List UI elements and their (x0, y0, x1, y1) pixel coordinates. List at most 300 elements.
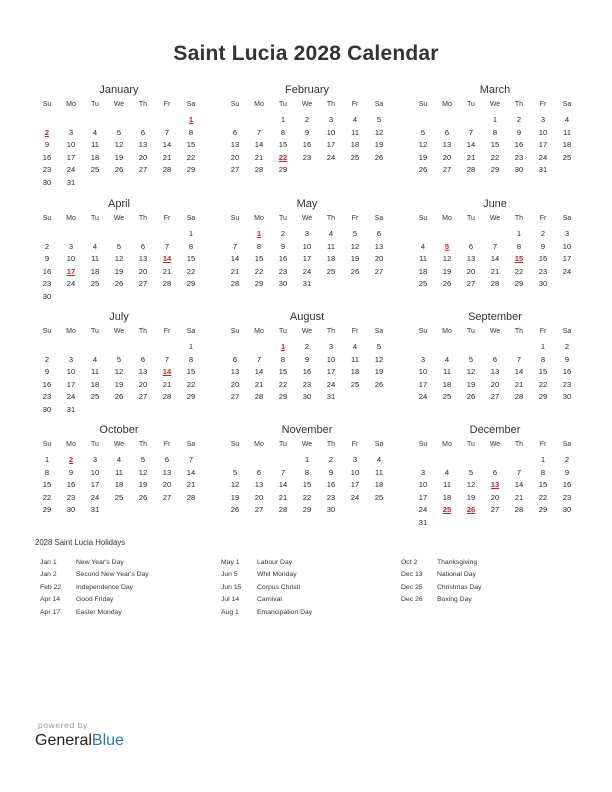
empty-cell (83, 114, 107, 127)
day-cell: 10 (90, 467, 100, 477)
day-cell: 14 (162, 140, 172, 149)
day-cell: 12 (138, 467, 148, 477)
day-cell: 16 (562, 367, 572, 376)
holiday-column (221, 557, 312, 619)
day-cell: 4 (352, 342, 358, 351)
weekday-header (411, 98, 579, 112)
day-cell: 9 (44, 367, 50, 376)
week-row (411, 266, 579, 279)
day-cell: 22 (42, 492, 52, 502)
day-cell: 4 (92, 354, 98, 364)
day-cell: 25 (350, 379, 360, 389)
day-cell: 4 (352, 115, 358, 124)
day-cell: 2 (564, 455, 570, 464)
holiday-name: National Day (437, 571, 476, 579)
empty-cell (107, 291, 131, 304)
day-cell: 30 (42, 291, 52, 301)
day-cell: 19 (230, 492, 240, 502)
holiday-date: Jan 1 (40, 559, 57, 566)
day-cell: 5 (376, 115, 382, 124)
month-february (223, 82, 391, 177)
day-cell: 8 (188, 354, 194, 364)
empty-cell (107, 504, 131, 517)
day-cell: 8 (516, 241, 522, 251)
empty-cell (319, 278, 343, 291)
empty-cell (83, 404, 107, 417)
week-row (223, 266, 391, 279)
weekday-label: Fr (539, 101, 547, 108)
holiday-day-cell: 1 (256, 229, 262, 238)
day-cell: 24 (326, 152, 336, 162)
weekday-header (411, 212, 579, 226)
week-row (411, 164, 579, 177)
day-cell: 28 (466, 165, 476, 174)
empty-cell (131, 404, 155, 417)
day-cell: 27 (230, 165, 240, 174)
empty-cell (179, 291, 203, 304)
week-row (35, 354, 203, 367)
day-cell: 10 (66, 254, 76, 263)
empty-cell (131, 114, 155, 127)
weekday-label: Su (42, 215, 52, 222)
day-cell: 27 (138, 279, 148, 288)
day-cell: 9 (44, 140, 50, 149)
day-cell: 18 (350, 367, 360, 376)
day-cell: 12 (466, 367, 476, 376)
holiday-item (40, 594, 149, 606)
day-cell: 4 (92, 241, 98, 251)
weekday-label: Mo (254, 441, 264, 448)
day-cell: 23 (562, 379, 572, 389)
weekday-label: We (301, 441, 313, 448)
day-cell: 3 (564, 229, 570, 238)
empty-cell (223, 454, 247, 467)
empty-cell (35, 114, 59, 127)
day-cell: 16 (302, 367, 312, 376)
empty-cell (483, 517, 507, 530)
day-cell: 2 (516, 115, 522, 124)
holiday-item (401, 594, 482, 606)
empty-cell (155, 341, 179, 354)
week-row (411, 379, 579, 392)
day-cell: 12 (230, 480, 240, 489)
week-row (223, 228, 391, 241)
weekday-label: Th (326, 328, 336, 335)
day-cell: 3 (92, 455, 98, 464)
day-cell: 23 (302, 152, 312, 162)
holiday-day-cell: 14 (162, 254, 172, 263)
weekday-label: Th (326, 101, 336, 108)
day-cell: 26 (230, 505, 240, 514)
weekday-header (223, 438, 391, 452)
day-cell: 26 (138, 492, 148, 502)
weekday-label: Tu (279, 101, 287, 108)
day-cell: 2 (540, 229, 546, 238)
empty-cell (411, 228, 435, 241)
holiday-day-cell: 26 (466, 505, 476, 514)
week-row (35, 479, 203, 492)
day-cell: 10 (350, 467, 360, 477)
day-cell: 23 (538, 266, 548, 276)
day-cell: 15 (302, 480, 312, 489)
weekday-label: Fr (351, 101, 359, 108)
day-cell: 2 (304, 342, 310, 351)
day-cell: 8 (188, 127, 194, 137)
day-cell: 17 (538, 140, 548, 149)
day-cell: 26 (374, 152, 384, 162)
week-row (223, 152, 391, 165)
day-cell: 4 (564, 115, 570, 124)
day-cell: 19 (350, 254, 360, 263)
holiday-date: Apr 14 (40, 596, 61, 604)
powered-by-text: powered by (38, 720, 88, 730)
weekday-label: Sa (562, 101, 572, 108)
day-cell: 13 (138, 140, 148, 149)
day-cell: 14 (490, 254, 500, 263)
month-name: December (469, 424, 521, 436)
day-cell: 7 (164, 241, 170, 251)
day-cell: 18 (90, 379, 100, 389)
weekday-label: Sa (186, 441, 196, 448)
day-cell: 25 (90, 279, 100, 288)
day-cell: 25 (326, 266, 336, 276)
day-cell: 22 (186, 266, 196, 276)
empty-cell (367, 391, 391, 404)
holiday-day-cell: 2 (68, 455, 74, 464)
week-row (35, 152, 203, 165)
day-cell: 17 (66, 379, 76, 389)
empty-cell (435, 228, 459, 241)
day-cell: 1 (188, 229, 194, 238)
week-row (35, 291, 203, 304)
day-cell: 2 (44, 354, 50, 364)
weekday-header (35, 438, 203, 452)
day-cell: 16 (278, 254, 288, 263)
day-cell: 19 (114, 266, 124, 276)
day-cell: 9 (564, 354, 570, 364)
weekday-label: Sa (186, 215, 196, 222)
day-cell: 26 (114, 165, 124, 174)
week-row (223, 379, 391, 392)
day-cell: 5 (468, 467, 474, 477)
day-cell: 13 (442, 140, 452, 149)
day-cell: 27 (466, 279, 476, 288)
day-cell: 8 (540, 354, 546, 364)
day-cell: 6 (232, 127, 238, 137)
day-cell: 22 (186, 152, 196, 162)
day-cell: 22 (538, 379, 548, 389)
day-cell: 9 (68, 467, 74, 477)
week-row (35, 278, 203, 291)
week-row (35, 228, 203, 241)
month-october (35, 422, 203, 517)
weekday-label: Mo (66, 215, 76, 222)
weekday-label: Mo (442, 215, 452, 222)
week-row (223, 164, 391, 177)
weekday-label: Su (42, 328, 52, 335)
week-row (35, 253, 203, 266)
day-cell: 3 (68, 127, 74, 137)
day-cell: 6 (232, 354, 238, 364)
holiday-name: Emancipation Day (257, 608, 313, 616)
day-cell: 21 (514, 492, 524, 502)
weekday-label: Su (418, 215, 428, 222)
day-cell: 20 (138, 379, 148, 389)
day-cell: 29 (278, 165, 288, 174)
day-cell: 17 (326, 367, 336, 376)
week-row (223, 139, 391, 152)
empty-cell (343, 391, 367, 404)
day-cell: 21 (162, 379, 172, 389)
empty-cell (483, 341, 507, 354)
empty-cell (483, 228, 507, 241)
empty-cell (459, 114, 483, 127)
holiday-item (40, 607, 149, 619)
weekday-header (35, 325, 203, 339)
day-cell: 6 (468, 241, 474, 251)
empty-cell (83, 228, 107, 241)
day-cell: 6 (164, 455, 170, 464)
weekday-label: Tu (279, 215, 287, 222)
empty-cell (411, 114, 435, 127)
week-row (411, 341, 579, 354)
weekday-label: Su (42, 101, 52, 108)
day-cell: 2 (280, 229, 286, 238)
day-cell: 19 (466, 379, 476, 389)
day-cell: 14 (254, 367, 264, 376)
day-cell: 12 (350, 241, 360, 251)
empty-cell (531, 517, 555, 530)
empty-cell (367, 164, 391, 177)
holiday-date: Aug 1 (221, 608, 239, 616)
empty-cell (107, 177, 131, 190)
week-row (223, 454, 391, 467)
weekday-label: Fr (539, 215, 547, 222)
day-cell: 12 (466, 480, 476, 489)
weekday-label: Th (138, 328, 148, 335)
month-august (223, 309, 391, 404)
day-cell: 25 (562, 152, 572, 162)
day-cell: 28 (254, 165, 264, 174)
day-cell: 2 (564, 342, 570, 351)
weekday-label: Sa (186, 101, 196, 108)
week-row (35, 241, 203, 254)
weekday-label: Mo (66, 441, 76, 448)
day-cell: 30 (326, 505, 336, 514)
holiday-item (40, 569, 149, 581)
day-cell: 25 (114, 492, 124, 502)
month-june (411, 196, 579, 291)
empty-cell (131, 177, 155, 190)
month-name: March (479, 84, 511, 96)
weekday-label: Su (418, 101, 428, 108)
day-cell: 18 (326, 254, 336, 263)
empty-cell (155, 228, 179, 241)
week-row (411, 139, 579, 152)
day-cell: 7 (516, 467, 522, 477)
day-cell: 30 (42, 177, 52, 187)
week-row (411, 278, 579, 291)
weekday-label: We (301, 101, 313, 108)
day-cell: 9 (328, 467, 334, 477)
empty-cell (83, 177, 107, 190)
day-cell: 8 (540, 467, 546, 477)
weekday-label: We (301, 328, 313, 335)
day-cell: 24 (538, 152, 548, 162)
weekday-label: Su (230, 328, 240, 335)
day-cell: 27 (138, 165, 148, 174)
day-cell: 6 (140, 127, 146, 137)
brand-logo[interactable] (35, 732, 124, 750)
day-cell: 23 (42, 165, 52, 174)
day-cell: 24 (302, 266, 312, 276)
week-row (223, 341, 391, 354)
week-row (411, 467, 579, 480)
weekday-label: Sa (562, 215, 572, 222)
weekday-label: Mo (442, 101, 452, 108)
day-cell: 18 (442, 379, 452, 389)
day-cell: 11 (563, 127, 571, 137)
holiday-item (401, 582, 482, 594)
weekday-label: Th (514, 101, 524, 108)
weekday-header (223, 98, 391, 112)
day-cell: 21 (514, 379, 524, 389)
day-cell: 15 (278, 367, 288, 376)
holiday-item (221, 607, 312, 619)
day-cell: 31 (66, 177, 76, 187)
day-cell: 7 (164, 354, 170, 364)
day-cell: 16 (42, 266, 52, 276)
day-cell: 12 (374, 127, 384, 137)
day-cell: 28 (162, 279, 172, 288)
empty-cell (295, 164, 319, 177)
day-cell: 27 (442, 165, 452, 174)
day-cell: 31 (302, 279, 312, 288)
weekday-label: Su (418, 328, 428, 335)
day-cell: 20 (374, 254, 384, 263)
week-row (35, 391, 203, 404)
week-row (223, 127, 391, 140)
day-cell: 15 (186, 254, 196, 263)
empty-cell (179, 177, 203, 190)
day-cell: 5 (420, 127, 426, 137)
day-cell: 5 (116, 127, 122, 137)
day-cell: 30 (538, 279, 548, 288)
weekday-label: Fr (351, 328, 359, 335)
day-cell: 20 (138, 266, 148, 276)
day-cell: 5 (352, 229, 358, 238)
day-cell: 6 (376, 229, 382, 238)
day-cell: 20 (138, 152, 148, 162)
empty-cell (83, 341, 107, 354)
day-cell: 6 (256, 467, 262, 477)
weekday-label: Tu (91, 215, 99, 222)
weekday-label: We (489, 215, 501, 222)
weekday-label: Su (418, 441, 428, 448)
day-cell: 12 (418, 140, 428, 149)
weekday-label: Fr (163, 215, 171, 222)
weekday-header (223, 212, 391, 226)
day-cell: 26 (350, 266, 360, 276)
weekday-label: Th (138, 215, 148, 222)
empty-cell (435, 517, 459, 530)
day-cell: 5 (232, 467, 238, 477)
day-cell: 16 (562, 480, 572, 489)
holiday-name: Carnival (257, 596, 282, 604)
day-cell: 23 (514, 152, 524, 162)
holiday-date: Jun 5 (221, 571, 238, 579)
day-cell: 4 (116, 455, 122, 464)
day-cell: 22 (302, 492, 312, 502)
week-row (411, 253, 579, 266)
holiday-item (221, 594, 312, 606)
empty-cell (435, 454, 459, 467)
weekday-label: Fr (163, 328, 171, 335)
day-cell: 11 (91, 254, 99, 263)
weekday-label: Th (514, 441, 524, 448)
weekday-label: Fr (351, 441, 359, 448)
empty-cell (155, 177, 179, 190)
week-row (411, 152, 579, 165)
day-cell: 19 (374, 367, 384, 376)
empty-cell (59, 228, 83, 241)
weekday-label: Sa (562, 328, 572, 335)
day-cell: 21 (162, 266, 172, 276)
weekday-label: Mo (254, 101, 264, 108)
day-cell: 16 (514, 140, 524, 149)
weekday-label: Tu (279, 328, 287, 335)
weekday-label: Th (514, 215, 524, 222)
empty-cell (107, 228, 131, 241)
holiday-date: Dec 13 (401, 571, 423, 579)
day-cell: 8 (256, 241, 262, 251)
day-cell: 14 (466, 140, 476, 149)
empty-cell (131, 228, 155, 241)
week-row (35, 114, 203, 127)
week-row (223, 354, 391, 367)
day-cell: 27 (230, 392, 240, 401)
day-cell: 10 (302, 241, 312, 251)
day-cell: 10 (326, 354, 336, 364)
day-cell: 30 (66, 505, 76, 514)
week-row (223, 366, 391, 379)
empty-cell (59, 341, 83, 354)
day-cell: 19 (418, 152, 428, 162)
day-cell: 28 (514, 505, 524, 514)
holiday-date: Apr 17 (40, 608, 61, 616)
day-cell: 17 (418, 379, 428, 389)
day-cell: 21 (254, 152, 264, 162)
weekday-label: Tu (91, 328, 99, 335)
day-cell: 16 (42, 152, 52, 162)
week-row (223, 492, 391, 505)
empty-cell (555, 517, 579, 530)
empty-cell (343, 164, 367, 177)
day-cell: 7 (232, 241, 238, 251)
day-cell: 12 (114, 140, 124, 149)
holiday-day-cell: 22 (278, 152, 288, 162)
month-name: August (289, 311, 325, 323)
brand-blue: Blue (91, 732, 124, 749)
day-cell: 1 (540, 455, 546, 464)
holiday-day-cell: 14 (162, 367, 172, 376)
weekday-label: Tu (467, 328, 475, 335)
day-cell: 11 (419, 254, 427, 263)
weekday-header (35, 98, 203, 112)
day-cell: 1 (304, 455, 310, 464)
brand-general: General (35, 732, 92, 749)
empty-cell (247, 114, 271, 127)
